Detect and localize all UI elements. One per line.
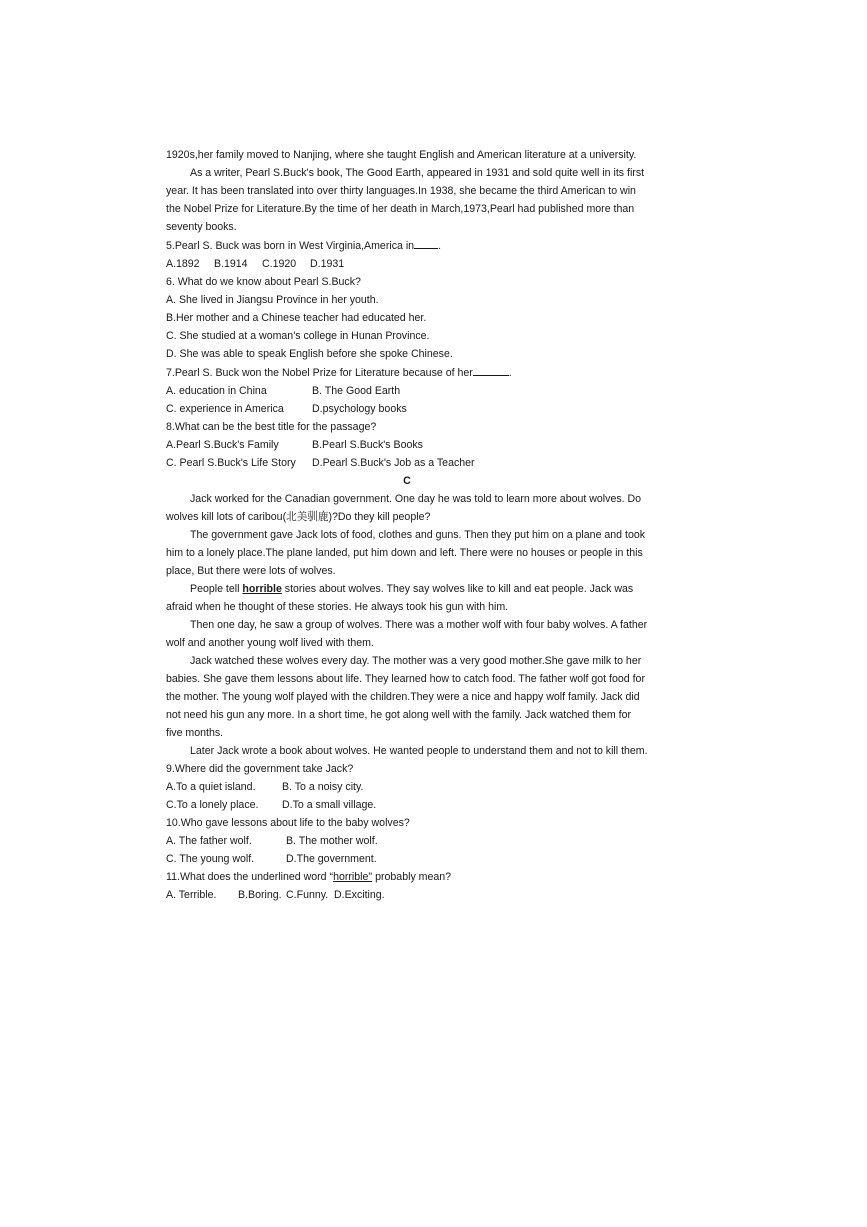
option-c: C. The young wolf. — [166, 853, 255, 865]
question-7: 7.Pearl S. Buck won the Nobel Prize for Literature because of her . — [166, 363, 648, 382]
question-8: 8.What can be the best title for the passage? — [166, 421, 377, 433]
option-c: C.To a lonely place. — [166, 799, 259, 811]
question-7-options-row-2 — [166, 400, 648, 418]
option-c: C. She studied at a woman's college in Hunan Province. — [166, 330, 430, 342]
option-a: A. Terrible. — [166, 889, 217, 901]
question-5-options — [166, 255, 648, 273]
option-d: D.The government. — [286, 853, 377, 865]
option-d: D.Exciting. — [334, 889, 385, 901]
option-b: B.Pearl S.Buck's Books — [312, 439, 423, 451]
passage-paragraph: As a writer, Pearl S.Buck's book, The Good Earth, appeared in 1931 and sold quite well in its first year. It has been translated into over thirty languages.In 1938, she became the third American to win the Nobel Prize for Literature.By the time of her death in March,1973,Pearl had published more than seventy books. — [166, 167, 645, 233]
option-a: A. education in China — [166, 385, 267, 397]
option-d: D. She was able to speak English before she spoke Chinese. — [166, 348, 453, 360]
question-10-options-row-2 — [166, 850, 648, 868]
option-d: D.Pearl S.Buck's Job as a Teacher — [312, 457, 475, 469]
passage-paragraph: Jack worked for the Canadian government. One day he was told to learn more about wolves. Do wolves kill lots of caribou(北美驯鹿)?Do they kill people? — [166, 493, 642, 523]
option-b: B.Boring. — [238, 889, 282, 901]
underlined-word: horrible — [242, 583, 282, 595]
question-9-options-row-1 — [166, 778, 648, 796]
option-d: D.psychology books — [312, 403, 407, 415]
option-d: D.1931 — [310, 258, 345, 270]
passage-paragraph: People tell horrible stories about wolves. They say wolves like to kill and eat people. Jack was afraid when he thought of these stories. He always took his gun with him. — [166, 583, 634, 613]
passage-paragraph: Then one day, he saw a group of wolves. There was a mother wolf with four baby wolves. A father wolf and another young wolf lived with them. — [166, 619, 648, 649]
option-b: B. The mother wolf. — [286, 835, 378, 847]
option-b: B.1914 — [214, 258, 248, 270]
passage-paragraph: 1920s,her family moved to Nanjing, where she taught English and American literature at a university. — [166, 149, 637, 161]
answer-blank — [473, 363, 509, 376]
question-6: 6. What do we know about Pearl S.Buck? — [166, 276, 361, 288]
option-b: B.Her mother and a Chinese teacher had educated her. — [166, 312, 427, 324]
question-10: 10.Who gave lessons about life to the baby wolves? — [166, 817, 410, 829]
question-9: 9.Where did the government take Jack? — [166, 763, 354, 775]
question-8-options-row-2 — [166, 454, 648, 472]
option-b: B. The Good Earth — [312, 385, 401, 397]
question-10-options-row-1 — [166, 832, 648, 850]
underlined-word: horrible" — [333, 871, 373, 883]
question-11-options — [166, 886, 648, 904]
option-a: A.To a quiet island. — [166, 781, 256, 793]
question-7-options-row-1 — [166, 382, 648, 400]
option-c: C.Funny. — [286, 889, 329, 901]
question-stem: 7.Pearl S. Buck won the Nobel Prize for Literature because of her — [166, 367, 473, 379]
option-c: C. Pearl S.Buck's Life Story — [166, 457, 296, 469]
passage-paragraph: Later Jack wrote a book about wolves. He wanted people to understand them and not to kill them. — [190, 745, 648, 757]
question-9-options-row-2 — [166, 796, 648, 814]
option-a: A.1892 — [166, 258, 200, 270]
passage-paragraph: The government gave Jack lots of food, clothes and guns. Then they put him on a plane and took him to a lonely place.The plane landed, put him down and left. There were no houses or people in this place, But there were lots of wolves. — [166, 529, 646, 577]
page-content — [166, 146, 648, 904]
question-11: 11.What does the underlined word “horrible" probably mean? — [166, 871, 452, 883]
question-stem: 5.Pearl S. Buck was born in West Virginia,America in — [166, 240, 415, 252]
option-a: A.Pearl S.Buck's Family — [166, 439, 279, 451]
option-c: C.1920 — [262, 258, 297, 270]
section-heading: C — [403, 475, 411, 487]
option-a: A. She lived in Jiangsu Province in her youth. — [166, 294, 379, 306]
option-c: C. experience in America — [166, 403, 284, 415]
question-5: 5.Pearl S. Buck was born in West Virginia,America in . — [166, 236, 648, 255]
option-a: A. The father wolf. — [166, 835, 252, 847]
passage-paragraph: Jack watched these wolves every day. The mother was a very good mother.She gave milk to her babies. She gave them lessons about life. They learned how to catch food. The father wolf got food for the mother. The young wolf played with the children.They were a nice and happy wolf family. Jack did not need his gun any more. In a short time, he got along well with the family. Jack watched them for five months. — [166, 655, 645, 739]
option-b: B. To a noisy city. — [282, 781, 364, 793]
answer-blank — [414, 236, 438, 249]
option-d: D.To a small village. — [282, 799, 377, 811]
question-8-options-row-1 — [166, 436, 648, 454]
